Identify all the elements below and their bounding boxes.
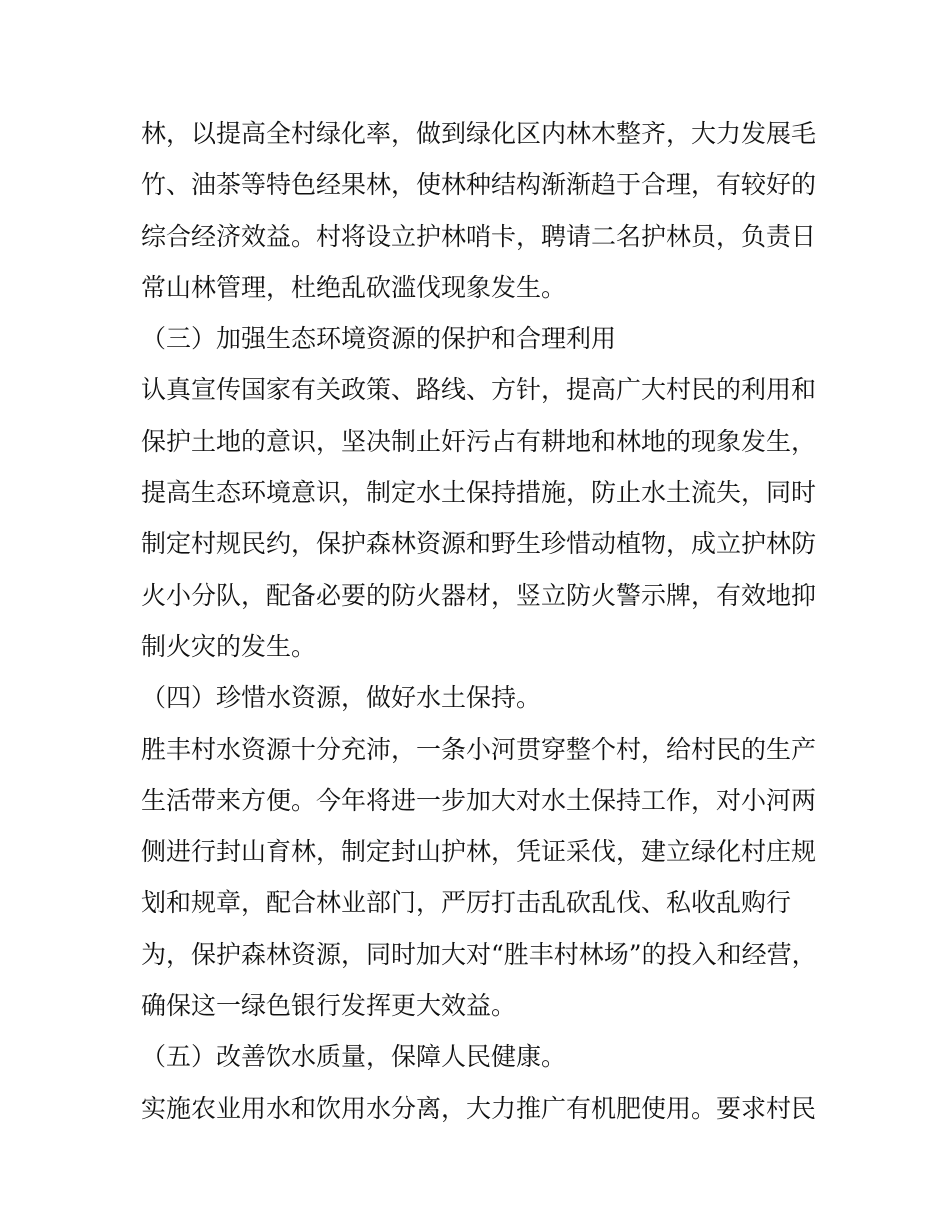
paragraph-line: 林，以提高全村绿化率，做到绿化区内林木整齐，大力发展毛 — [141, 119, 817, 148]
paragraph-line: 提高生态环境意识，制定水土保持措施，防止水土流失，同时 — [141, 478, 817, 508]
paragraph-line: 认真宣传国家有关政策、路线、方针，提高广大村民的利用和 — [141, 375, 817, 405]
paragraph-line: 制定村规民约，保护森林资源和野生珍惜动植物，成立护林防 — [141, 529, 817, 559]
paragraph-line: 常山林管理，杜绝乱砍滥伐现象发生。 — [141, 272, 567, 302]
paragraph-line: 确保这一绿色银行发挥更大效益。 — [141, 991, 517, 1021]
paragraph-line: 火小分队，配备必要的防火器材，竖立防火警示牌，有效地抑 — [141, 580, 817, 610]
paragraph-line: 划和规章，配合林业部门，严厉打击乱砍乱伐、私收乱购行 — [141, 888, 792, 918]
paragraph-line: 综合经济效益。村将设立护林哨卡，聘请二名护林员，负责日 — [141, 221, 817, 251]
paragraph-line: 侧进行封山育林，制定封山护林，凭证采伐，建立绿化村庄规 — [141, 837, 817, 867]
section-heading-4: （四）珍惜水资源，做好水土保持。 — [141, 683, 542, 713]
paragraph-line: 为，保护森林资源，同时加大对“胜丰村林场”的投入和经营， — [141, 939, 817, 969]
paragraph-line: 保护土地的意识，坚决制止奸污占有耕地和林地的现象发生， — [141, 426, 817, 456]
section-heading-5: （五）改善饮水质量，保障人民健康。 — [141, 1042, 567, 1072]
section-heading-3: （三）加强生态环境资源的保护和合理利用 — [141, 324, 617, 354]
document-body — [141, 108, 821, 1134]
paragraph-line: 实施农业用水和饮用水分离，大力推广有机肥使用。要求村民 — [141, 1093, 817, 1123]
paragraph-line: 胜丰村水资源十分充沛，一条小河贯穿整个村，给村民的生产 — [141, 734, 817, 764]
paragraph-line: 生活带来方便。今年将进一步加大对水土保持工作，对小河两 — [141, 785, 817, 815]
paragraph-line: 制火灾的发生。 — [141, 631, 317, 661]
paragraph-line: 竹、油茶等特色经果林，使林种结构渐渐趋于合理，有较好的 — [141, 170, 817, 200]
